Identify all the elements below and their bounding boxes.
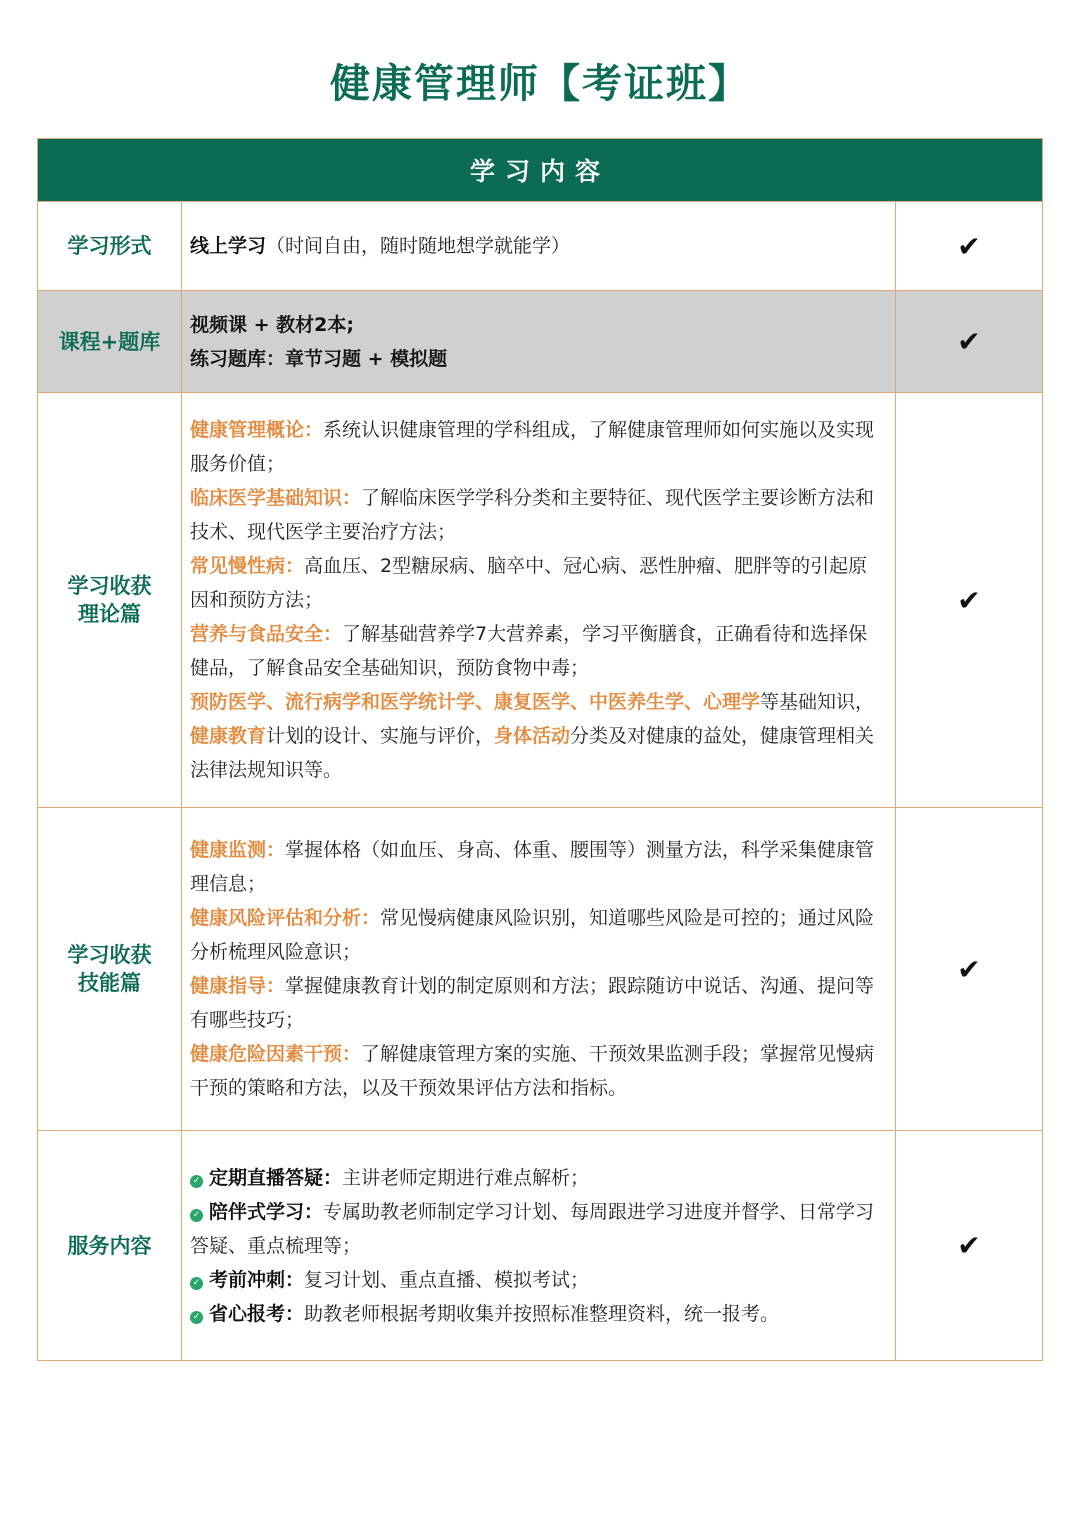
content-key: 健康危险因素干预： [190,1043,362,1065]
row-label-text: 服务内容 [67,1233,152,1258]
content-key: 健康监测： [190,839,286,861]
table-row-course-bank [38,291,1043,393]
content-key: 预防医学、流行病学和医学统计学、康复医学、中医养生学、心理学 [190,691,761,713]
row-label [38,393,182,808]
check-icon: ✔ [895,202,1042,291]
row-content [182,202,896,291]
check-icon: ✔ [895,393,1042,808]
check-icon: ✔ [895,291,1042,393]
check-circle-icon: ✓ [190,1277,203,1290]
table-row-theory [38,393,1043,808]
service-item [190,1297,885,1331]
row-label [38,808,182,1131]
row-label-text: 学习形式 [67,234,152,258]
content-key: 常见慢性病： [190,555,305,577]
content-key: 临床医学基础知识： [190,487,362,509]
table-row-services [38,1131,1043,1361]
row-content [182,393,896,808]
content-key: 考前冲刺： [209,1268,305,1291]
row-label-text: 学习收获 [67,574,152,598]
service-item [190,1161,885,1195]
content-text: 专属助教老师制定学习计划、每周跟进学习进度并督学、日常学习答疑、重点梳理等； [190,1200,875,1257]
row-label [38,1131,182,1361]
service-item [190,1195,885,1263]
content-text: 掌握健康教育计划的制定原则和方法；跟踪随访中说话、沟通、提问等有哪些技巧； [190,975,875,1031]
content-key: 定期直播答疑： [209,1166,343,1189]
row-content [182,808,896,1131]
content-text: 分类及对健康的益处，健康管理相关法律法规知识等。 [190,725,875,781]
row-label-text: 课程+题库 [58,329,161,354]
content-text: 了解临床医学学科分类和主要特征、现代医学主要诊断方法和技术、现代医学主要治疗方法； [190,487,875,543]
content-item [190,969,885,1037]
row-label [38,291,182,393]
content-item [190,413,885,481]
content-text: 了解健康管理方案的实施、干预效果监测手段；掌握常见慢病干预的策略和方法，以及干预效果评估方法和指标。 [190,1043,875,1099]
table-row-skills [38,808,1043,1131]
content-text: （时间自由，随时随地想学就能学） [266,235,571,257]
content-key: 营养与食品安全： [190,623,343,645]
content-text: 等基础知识， [760,691,875,713]
check-circle-icon: ✓ [190,1311,203,1324]
content-text: 计划的设计、实施与评价， [266,725,495,747]
table-header: 学习内容 [38,139,1043,202]
content-text: 常见慢病健康风险识别，知道哪些风险是可控的；通过风险分析梳理风险意识； [190,907,875,963]
content-text: 掌握体格（如血压、身高、体重、腰围等）测量方法，科学采集健康管理信息； [190,839,875,895]
course-table [37,138,1043,1361]
table-row-learning-format [38,202,1043,291]
content-item [190,1037,885,1105]
row-content [182,291,896,393]
content-text: 助教老师根据考期收集并按照标准整理资料，统一报考。 [304,1302,780,1325]
content-key: 线上学习 [190,235,267,257]
row-label-text: 技能篇 [78,971,141,995]
content-item [190,617,885,685]
content-item [190,833,885,901]
content-item [190,901,885,969]
check-icon: ✔ [895,808,1042,1131]
content-key: 健康指导： [190,975,286,997]
page-title: 健康管理师【考证班】 [330,61,750,107]
row-label [38,202,182,291]
check-circle-icon: ✓ [190,1209,203,1222]
row-label-text: 理论篇 [78,602,141,626]
content-item [190,481,885,549]
check-circle-icon: ✓ [190,1175,203,1188]
content-key: 陪伴式学习： [209,1200,324,1223]
row-content [182,1131,896,1361]
content-text: 高血压、2型糖尿病、脑卒中、冠心病、恶性肿瘤、肥胖等的引起原因和预防方法； [190,555,868,611]
content-text: 主讲老师定期进行难点解析； [342,1166,590,1189]
content-item [190,685,885,787]
check-icon: ✔ [895,1131,1042,1361]
content-text: 系统认识健康管理的学科组成，了解健康管理师如何实施以及实现服务价值； [190,419,875,475]
service-item [190,1263,885,1297]
row-label-text: 学习收获 [67,943,152,967]
content-item [190,549,885,617]
content-text: 了解基础营养学7大营养素，学习平衡膳食，正确看待和选择保健品，了解食品安全基础知识，预防食物中毒； [190,623,868,679]
content-key: 健康教育 [190,725,267,747]
content-key: 健康管理概论： [190,419,324,441]
content-key: 省心报考： [209,1302,305,1325]
content-key: 身体活动 [494,725,571,747]
content-line: 练习题库：章节习题 + 模拟题 [190,347,448,370]
content-text: 复习计划、重点直播、模拟考试； [304,1268,590,1291]
content-line: 视频课 + 教材2本; [190,313,354,336]
content-key: 健康风险评估和分析： [190,907,381,929]
